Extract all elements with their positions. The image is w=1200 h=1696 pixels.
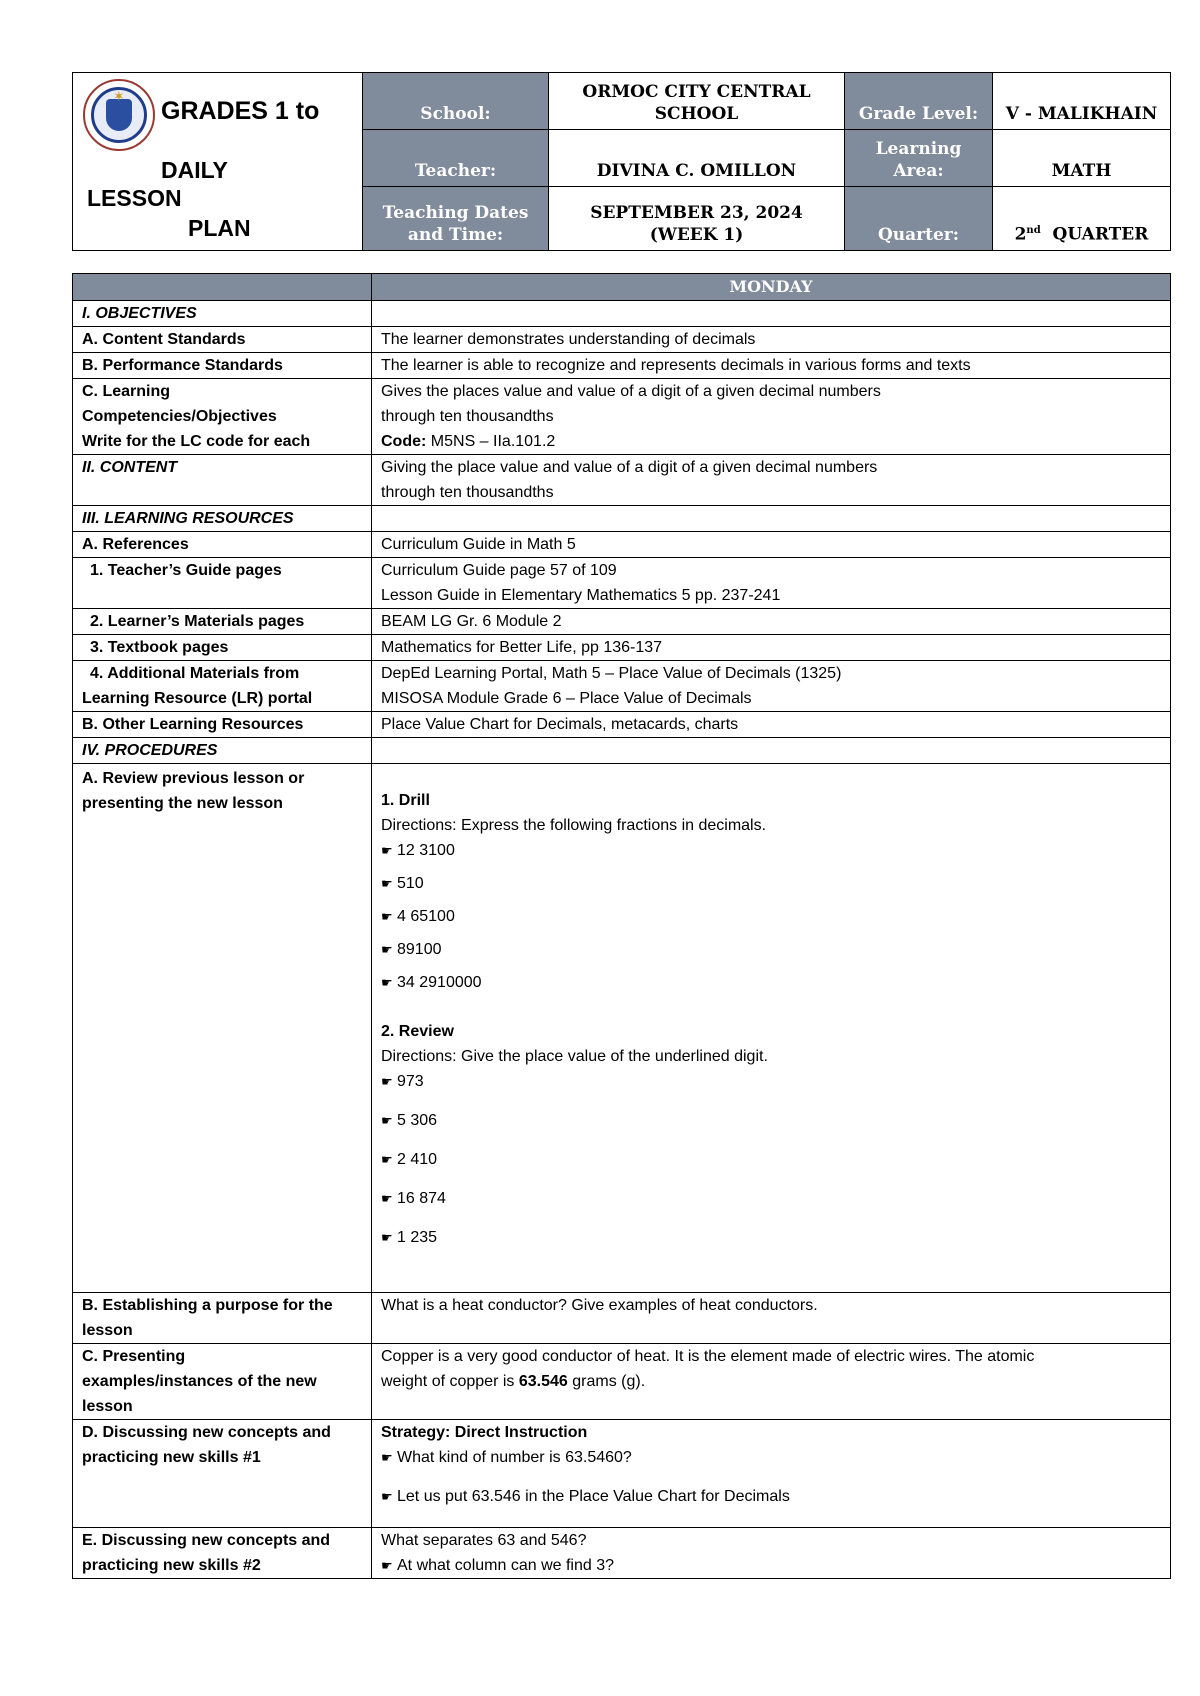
- am-label-2: Learning Resource (LR) portal: [82, 690, 313, 707]
- review-item: [381, 1225, 1161, 1250]
- dates-value-line2: (WEEK 1): [649, 225, 744, 245]
- hand-pointer-icon: ☛: [381, 1152, 393, 1167]
- dates-label: Teaching Dates and Time:: [363, 187, 549, 251]
- proc-c-line-2a: weight of copper is: [381, 1373, 519, 1390]
- proc-d-question-text: What kind of number is 63.5460?: [397, 1449, 632, 1466]
- proc-a-label: [73, 764, 372, 1293]
- lc-code: M5NS – IIa.101.2: [430, 433, 556, 450]
- drill-item: [381, 904, 1161, 929]
- title-block: [73, 73, 363, 251]
- tg-line-1: Curriculum Guide page 57 of 109: [381, 562, 617, 579]
- lesson-table: [72, 273, 1171, 1579]
- school-label: School:: [363, 73, 549, 130]
- olr-value: Place Value Chart for Decimals, metacards, charts: [372, 712, 1171, 738]
- content-line-2: through ten thousandths: [381, 484, 554, 501]
- tg-line-2: Lesson Guide in Elementary Mathematics 5 pp. 237-241: [381, 587, 781, 604]
- proc-e-question: [381, 1553, 1161, 1578]
- quarter-word: QUARTER: [1052, 225, 1149, 245]
- content-line-1: Giving the place value and value of a digit of a given decimal numbers: [381, 459, 878, 476]
- proc-d-question: [381, 1445, 1161, 1470]
- proc-c-label-1: C. Presenting: [82, 1348, 186, 1365]
- proc-a-label-1: A. Review previous lesson or: [82, 770, 305, 787]
- am-line-1: DepEd Learning Portal, Math 5 – Place Value of Decimals (1325): [381, 665, 842, 682]
- proc-a-value: [372, 764, 1171, 1293]
- area-label: Learning Area:: [845, 130, 993, 187]
- proc-d-value: [372, 1420, 1171, 1528]
- tb-label: 3. Textbook pages: [73, 635, 372, 661]
- proc-c-line-2c: grams (g).: [567, 1373, 646, 1390]
- lc-label: [73, 379, 372, 455]
- hand-pointer-icon: ☛: [381, 876, 393, 891]
- hand-pointer-icon: ☛: [381, 1450, 393, 1465]
- proc-c-line-1: Copper is a very good conductor of heat. It is the element made of electric wires. The atomic: [381, 1348, 1035, 1365]
- proc-d-strategy: Strategy: Direct Instruction: [381, 1424, 588, 1441]
- tg-label: 1. Teacher’s Guide pages: [73, 558, 372, 609]
- references-label: A. References: [73, 532, 372, 558]
- proc-e-label: [73, 1528, 372, 1579]
- lc-line-2: through ten thousandths: [381, 408, 554, 425]
- objectives-label: I. OBJECTIVES: [73, 301, 372, 327]
- review-item: [381, 1186, 1161, 1211]
- perf-std-label: B. Performance Standards: [73, 353, 372, 379]
- proc-d-label: [73, 1420, 372, 1528]
- hand-pointer-icon: ☛: [381, 1558, 393, 1573]
- content-label: II. CONTENT: [73, 455, 372, 506]
- proc-e-label-1: E. Discussing new concepts and: [82, 1532, 331, 1549]
- olr-label: B. Other Learning Resources: [73, 712, 372, 738]
- title-line1: GRADES 1 to: [161, 97, 320, 125]
- proc-b-label: [73, 1293, 372, 1344]
- proc-c-label-3: lesson: [82, 1398, 133, 1415]
- am-label: [73, 661, 372, 712]
- lc-line-1: Gives the places value and value of a digit of a given decimal numbers: [381, 383, 881, 400]
- hand-pointer-icon: ☛: [381, 909, 393, 924]
- dates-value: [549, 187, 845, 251]
- procedures-label: IV. PROCEDURES: [73, 738, 372, 764]
- area-value: MATH: [993, 130, 1171, 187]
- drill-item: [381, 838, 1161, 863]
- hand-pointer-icon: ☛: [381, 1191, 393, 1206]
- day-heading: MONDAY: [372, 274, 1171, 301]
- proc-c-label-2: examples/instances of the new: [82, 1373, 317, 1390]
- am-value: [372, 661, 1171, 712]
- title-line3: LESSON: [87, 185, 182, 211]
- review-item-text: 2 410: [397, 1151, 438, 1168]
- review-directions: Directions: Give the place value of the underlined digit.: [381, 1048, 768, 1065]
- hand-pointer-icon: ☛: [381, 1113, 393, 1128]
- proc-e-text: What separates 63 and 546?: [381, 1532, 587, 1549]
- drill-title: 1. Drill: [381, 792, 430, 809]
- drill-directions: Directions: Express the following fractions in decimals.: [381, 817, 767, 834]
- proc-d-label-2: practicing new skills #1: [82, 1449, 261, 1466]
- tg-value: [372, 558, 1171, 609]
- hand-pointer-icon: ☛: [381, 1489, 393, 1504]
- lr-label: III. LEARNING RESOURCES: [73, 506, 372, 532]
- am-label-1: 4. Additional Materials from: [90, 665, 300, 682]
- grade-value: V - MALIKHAIN: [993, 73, 1171, 130]
- review-item: [381, 1069, 1161, 1094]
- drill-item: [381, 937, 1161, 962]
- lesson-plan-page: [72, 72, 1170, 1579]
- drill-item-text: 89100: [397, 941, 442, 958]
- drill-item-text: 4 65100: [397, 908, 455, 925]
- quarter-num: 2: [1014, 225, 1027, 245]
- proc-e-value: [372, 1528, 1171, 1579]
- title-line4: PLAN: [188, 215, 251, 241]
- proc-c-weight: 63.546: [518, 1373, 568, 1390]
- drill-item-text: 510: [397, 875, 424, 892]
- proc-c-label: [73, 1344, 372, 1420]
- references: Curriculum Guide in Math 5: [372, 532, 1171, 558]
- title-line2: DAILY: [161, 157, 228, 183]
- grade-label: Grade Level:: [845, 73, 993, 130]
- hand-pointer-icon: ☛: [381, 843, 393, 858]
- quarter-sup: nd: [1026, 225, 1041, 237]
- lc-label-3: Write for the LC code for each: [82, 433, 311, 450]
- school-value: ORMOC CITY CENTRAL SCHOOL: [549, 73, 845, 130]
- content-std: The learner demonstrates understanding of decimals: [372, 327, 1171, 353]
- am-line-2: MISOSA Module Grade 6 – Place Value of Decimals: [381, 690, 752, 707]
- proc-c-value: [372, 1344, 1171, 1420]
- deped-seal-logo: ✶: [83, 79, 155, 151]
- content-value: [372, 455, 1171, 506]
- hand-pointer-icon: ☛: [381, 1074, 393, 1089]
- tb-value: Mathematics for Better Life, pp 136-137: [372, 635, 1171, 661]
- lr-blank: [372, 506, 1171, 532]
- lm-label: 2. Learner’s Materials pages: [73, 609, 372, 635]
- hand-pointer-icon: ☛: [381, 942, 393, 957]
- perf-std: The learner is able to recognize and represents decimals in various forms and texts: [372, 353, 1171, 379]
- content-std-label: A. Content Standards: [73, 327, 372, 353]
- review-item-text: 5 306: [397, 1112, 438, 1129]
- proc-d-label-1: D. Discussing new concepts and: [82, 1424, 331, 1441]
- dates-value-line1: SEPTEMBER 23, 2024: [590, 203, 803, 223]
- review-item-text: 1 235: [397, 1229, 438, 1246]
- teacher-value: DIVINA C. OMILLON: [549, 130, 845, 187]
- header-table: [72, 72, 1171, 251]
- drill-item: [381, 970, 1161, 995]
- proc-b-label-2: lesson: [82, 1322, 133, 1339]
- proc-d-question-text: Let us put 63.546 in the Place Value Chart for Decimals: [397, 1488, 790, 1505]
- hand-pointer-icon: ☛: [381, 1230, 393, 1245]
- lc-code-label: Code:: [381, 433, 427, 450]
- drill-item: [381, 871, 1161, 896]
- procedures-blank: [372, 738, 1171, 764]
- review-item-text: 16 874: [397, 1190, 446, 1207]
- lm-value: BEAM LG Gr. 6 Module 2: [372, 609, 1171, 635]
- proc-a-label-2: presenting the new lesson: [82, 795, 283, 812]
- proc-e-label-2: practicing new skills #2: [82, 1557, 261, 1574]
- proc-d-question: [381, 1484, 1161, 1509]
- proc-b-label-1: B. Establishing a purpose for the: [82, 1297, 333, 1314]
- hand-pointer-icon: ☛: [381, 975, 393, 990]
- review-title: 2. Review: [381, 1023, 454, 1040]
- quarter-label: Quarter:: [845, 187, 993, 251]
- quarter-value: [993, 187, 1171, 251]
- teacher-label: Teacher:: [363, 130, 549, 187]
- lc-label-1: C. Learning: [82, 383, 171, 400]
- review-item: [381, 1147, 1161, 1172]
- review-item-text: 973: [397, 1073, 424, 1090]
- drill-item-text: 12 3100: [397, 842, 455, 859]
- lc-value: [372, 379, 1171, 455]
- proc-e-question-text: At what column can we find 3?: [397, 1557, 615, 1574]
- drill-item-text: 34 2910000: [397, 974, 482, 991]
- review-item: [381, 1108, 1161, 1133]
- day-head-blank: [73, 274, 372, 301]
- proc-b-value: What is a heat conductor? Give examples of heat conductors.: [372, 1293, 1171, 1344]
- lc-label-2: Competencies/Objectives: [82, 408, 277, 425]
- objectives-blank: [372, 301, 1171, 327]
